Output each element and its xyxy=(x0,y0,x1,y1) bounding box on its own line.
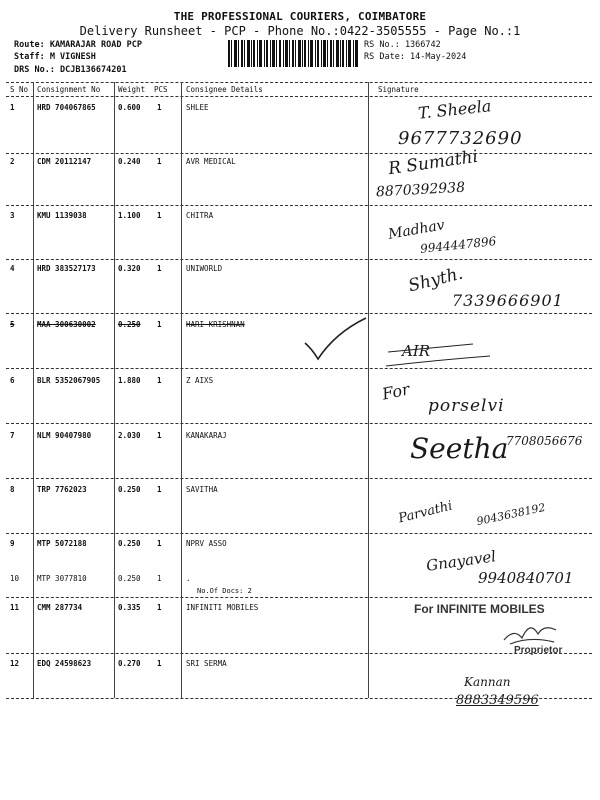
row-sno: 4 xyxy=(10,264,15,273)
row-sno: 6 xyxy=(10,376,15,385)
row-separator xyxy=(6,653,592,654)
row-sno: 11 xyxy=(10,603,20,612)
docs-note: No.Of Docs: 2 xyxy=(197,587,252,595)
row-separator xyxy=(6,259,592,260)
signature-phone: 9940840701 xyxy=(478,569,574,587)
row-weight: 2.030 xyxy=(118,431,141,440)
row-consignment-no: HRD 704067865 xyxy=(37,103,96,112)
row-sno: 12 xyxy=(10,659,20,668)
row-sno: 3 xyxy=(10,211,15,220)
row-pcs: 1 xyxy=(157,603,162,612)
row-consignment-no: HRD 383527173 xyxy=(37,264,96,273)
row-consignee: SRI SERMA xyxy=(186,659,227,668)
row-consignee: SAVITHA xyxy=(186,485,218,494)
signature-phone: porselvi xyxy=(428,396,505,416)
row-weight: 0.335 xyxy=(118,603,141,612)
header-top-rule xyxy=(6,82,592,83)
col-weight-header: Weight xyxy=(118,85,146,94)
route-label: Route: KAMARAJAR ROAD PCP xyxy=(14,40,142,50)
column-divider xyxy=(114,82,115,698)
row-consignment-no: NLM 90407980 xyxy=(37,431,92,440)
signature-scribble xyxy=(378,338,498,372)
staff-label: Staff: M VIGNESH xyxy=(14,52,96,62)
row-weight: 0.320 xyxy=(118,264,141,273)
row-consignment-no: MTP 3077810 xyxy=(37,574,87,583)
row-consignee: NPRV ASSO xyxy=(186,539,227,548)
drs-number: DRS No.: DCJB136674201 xyxy=(14,65,127,75)
company-stamp: For INFINITE MOBILES xyxy=(414,602,545,616)
signature-phone: 7339666901 xyxy=(452,291,564,310)
row-pcs: 1 xyxy=(157,574,162,583)
header-bottom-rule xyxy=(6,96,592,97)
row-weight: 1.100 xyxy=(118,211,141,220)
signature-phone: 9944447896 xyxy=(419,234,497,256)
row-consignment-no: CDM 20112147 xyxy=(37,157,92,166)
signature-name: Shyth. xyxy=(406,263,465,297)
signature-name: AIR xyxy=(402,342,431,360)
row-separator xyxy=(6,478,592,479)
proprietor-stamp: Proprietor xyxy=(514,645,563,656)
row-pcs: 1 xyxy=(157,320,162,329)
signature-name: Madhav xyxy=(387,217,446,243)
row-consignment-no: KMU 1139038 xyxy=(37,211,87,220)
column-divider xyxy=(181,82,182,698)
row-consignee: INFINITI MOBILES xyxy=(186,603,259,612)
row-consignment-no: MAA 300630002 xyxy=(37,320,96,329)
row-separator xyxy=(6,313,592,314)
col-pcs-header: PCS xyxy=(154,85,168,94)
rs-number: RS No.: 1366742 xyxy=(364,40,441,50)
row-pcs: 1 xyxy=(157,264,162,273)
row-weight: 0.240 xyxy=(118,157,141,166)
col-sno-header: S No xyxy=(10,85,29,94)
row-consignee: UNIWORLD xyxy=(186,264,223,273)
row-consignee: CHITRA xyxy=(186,211,214,220)
col-consignment-header: Consignment No xyxy=(37,85,101,94)
table-bottom-rule xyxy=(6,698,592,699)
row-separator xyxy=(6,423,592,424)
row-consignee: . xyxy=(186,574,191,583)
row-sno: 7 xyxy=(10,431,15,440)
row-weight: 0.600 xyxy=(118,103,141,112)
signature-name: Kannan xyxy=(464,675,511,689)
row-consignee: KANAKARAJ xyxy=(186,431,227,440)
barcode-image xyxy=(228,40,358,67)
signature-name: Parvathi xyxy=(397,498,454,527)
row-separator xyxy=(6,533,592,534)
signature-name: T. Sheela xyxy=(417,96,493,123)
signature-phone: 9677732690 xyxy=(398,128,523,149)
checkmark-icon xyxy=(300,315,370,365)
row-sno: 5 xyxy=(10,320,15,329)
row-sno: 9 xyxy=(10,539,15,548)
row-consignment-no: CMM 287734 xyxy=(37,603,83,612)
rs-date: RS Date: 14-May-2024 xyxy=(364,52,467,62)
column-divider xyxy=(33,82,34,698)
row-sno: 2 xyxy=(10,157,15,166)
row-pcs: 1 xyxy=(157,431,162,440)
row-consignee: AVR MEDICAL xyxy=(186,157,236,166)
row-weight: 0.250 xyxy=(118,539,141,548)
col-signature-header: Signature xyxy=(378,85,419,94)
runsheet-title: Delivery Runsheet - PCP - Phone No.:0422-3505555 - Page No.:1 xyxy=(79,24,521,38)
signature-phone: 7708056676 xyxy=(506,434,583,448)
row-pcs: 1 xyxy=(157,157,162,166)
row-separator xyxy=(6,597,592,598)
row-separator xyxy=(6,368,592,369)
signature-phone: 8883349596 xyxy=(456,693,539,708)
row-pcs: 1 xyxy=(157,539,162,548)
row-pcs: 1 xyxy=(157,376,162,385)
row-sno: 8 xyxy=(10,485,15,494)
row-pcs: 1 xyxy=(157,103,162,112)
row-sno: 10 xyxy=(10,574,20,583)
row-weight: 0.250 xyxy=(118,485,141,494)
row-consignee: Z AIXS xyxy=(186,376,214,385)
row-pcs: 1 xyxy=(157,211,162,220)
row-consignment-no: BLR 5352067905 xyxy=(37,376,101,385)
company-title: THE PROFESSIONAL COURIERS, COIMBATORE xyxy=(173,10,427,23)
row-consignee: HARI KRISHNAN xyxy=(186,320,245,329)
row-consignment-no: TRP 7762023 xyxy=(37,485,87,494)
row-separator xyxy=(6,153,592,154)
row-weight: 1.880 xyxy=(118,376,141,385)
row-sno: 1 xyxy=(10,103,15,112)
signature-name: R Sumathi xyxy=(387,146,480,180)
row-weight: 0.250 xyxy=(118,574,141,583)
signature-name: Gnayavel xyxy=(425,547,498,575)
signature-phone: 8870392938 xyxy=(375,179,466,201)
col-consignee-header: Consignee Details xyxy=(186,85,263,94)
row-pcs: 1 xyxy=(157,659,162,668)
signature-name: Seetha xyxy=(410,432,509,465)
signature-name: For xyxy=(380,379,412,404)
column-divider xyxy=(368,82,369,698)
signature-phone: 9043638192 xyxy=(475,500,547,529)
row-separator xyxy=(6,205,592,206)
row-weight: 0.250 xyxy=(118,320,141,329)
row-pcs: 1 xyxy=(157,485,162,494)
row-consignment-no: MTP 5072188 xyxy=(37,539,87,548)
row-consignment-no: EDQ 24598623 xyxy=(37,659,92,668)
stamp-signature-scribble xyxy=(500,614,560,648)
row-weight: 0.270 xyxy=(118,659,141,668)
row-consignee: SHLEE xyxy=(186,103,209,112)
